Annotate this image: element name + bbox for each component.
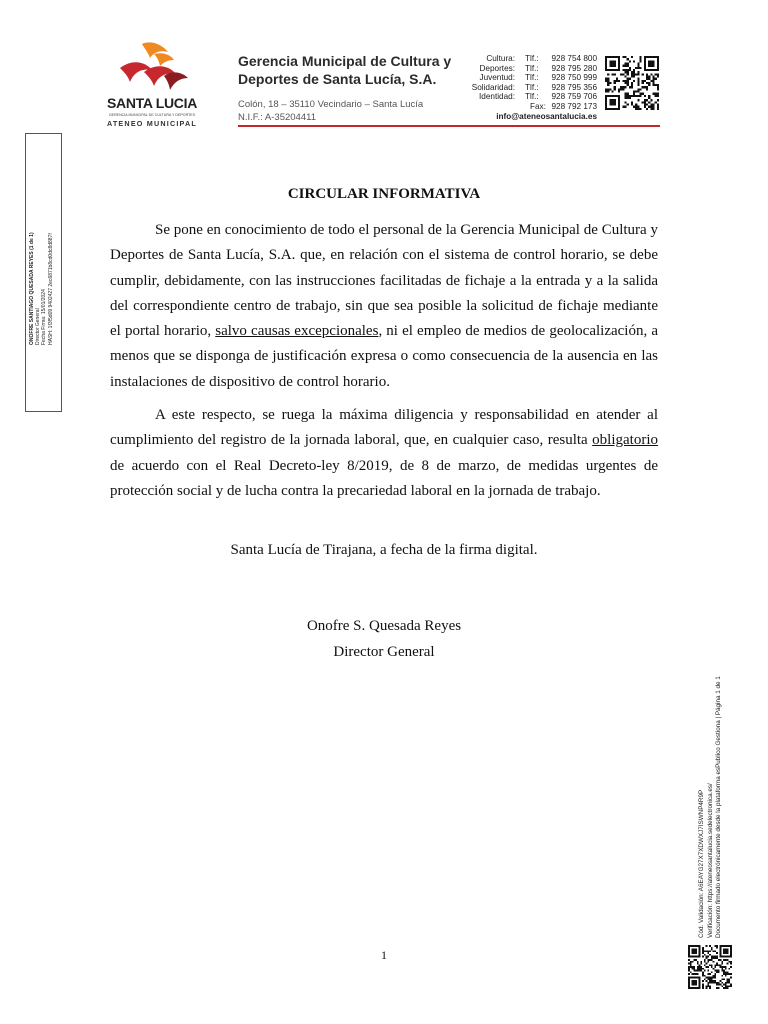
signature-date: Fecha Firma: 15/01/2024: [41, 289, 48, 345]
contact-row: [462, 83, 597, 93]
contact-type: Tlf.:: [525, 63, 539, 73]
document-title: CIRCULAR INFORMATIVA: [287, 186, 481, 202]
verification-url[interactable]: Verificación: https://ateneosantalucia.sedelectronica.es/: [706, 783, 714, 938]
logo-subtitle: GERENCIA MUNICIPAL DE CULTURA Y DEPORTES: [108, 113, 196, 117]
contact-label: Solidaridad:: [471, 82, 515, 92]
contact-type: Tlf.:: [525, 82, 539, 92]
logo-tagline: ATENEO MUNICIPAL: [106, 119, 197, 128]
verification-text: [698, 618, 724, 938]
contact-label: Juventud:: [479, 73, 515, 83]
verification-qr-code-icon: [688, 945, 732, 989]
paragraph-2-underlined: obligatorio: [592, 432, 658, 449]
contact-row: [462, 73, 597, 83]
contact-number: 928 759 706: [551, 92, 597, 102]
contact-label: Deportes:: [479, 63, 515, 73]
paragraph-1-text: Se pone en conocimiento de todo el personal de la Gerencia Municipal de Cultura y Deportes de Santa Lucía, S.A. que, en relación con el sistema de control horario, se debe cumplir, debidamente, con las instrucciones facilitadas de fichaje a la entrada y a la salida del correspondiente centro de trabajo, sin que sea posible la solicitud de fichaje mediante el portal horario,: [110, 222, 658, 340]
contact-number: 928 795 356: [551, 82, 597, 92]
contact-number: 928 795 280: [551, 63, 597, 73]
organization-block: [238, 52, 478, 124]
signature-signer: ONOFRE SANTIAGO QUESADA REYES (1 de 1): [29, 232, 35, 345]
paragraph-1-underlined: salvo causas excepcionales: [215, 323, 379, 340]
contact-row: [462, 102, 597, 112]
verification-platform: Documento firmado electrónicamente desde la plataforma esPublico Gestiona | Página 1 de 1: [715, 676, 722, 938]
organization-address: Colón, 18 – 35110 Vecindario – Santa Lucía: [238, 99, 424, 110]
contact-type: Tlf.:: [525, 73, 539, 83]
signer-name: Onofre S. Quesada Reyes: [306, 618, 462, 634]
contact-email-link[interactable]: info@ateneosantalucia.es: [496, 111, 597, 121]
paragraph-2: [110, 403, 658, 504]
signer-role: Director General: [333, 644, 435, 660]
contact-row: [462, 54, 597, 64]
contact-type: Fax:: [530, 101, 546, 111]
place-date: Santa Lucía de Tirajana, a fecha de la firma digital.: [230, 542, 538, 558]
verification-code: Cód. Validación: A6EAYG27X7XDWXJ7ISWNP4R9P: [698, 789, 705, 938]
birds-logo-icon: [114, 42, 190, 94]
contact-label: Cultura:: [486, 54, 515, 63]
qr-code-icon: [605, 56, 659, 110]
contact-type: Tlf.:: [525, 92, 539, 102]
page-number: 1: [381, 948, 387, 962]
contact-row: [462, 64, 597, 74]
contact-email-row: [462, 112, 597, 122]
contact-label: Identidad:: [479, 92, 515, 102]
contact-number: 928 750 999: [551, 73, 597, 83]
contact-list: [462, 54, 597, 121]
paragraph-1: [110, 218, 658, 395]
organization-name-line1: Gerencia Municipal de Cultura y: [238, 53, 452, 69]
paragraph-1-text-end: , ni el empleo de medios de geolocalización, a menos que se disponga de justificación expresa o como consecuencia de la ausencia en las instalaciones de dispositivo de control horario.: [110, 323, 658, 390]
logo-name: SANTA LUCIA: [106, 95, 198, 111]
contact-number: 928 754 800: [551, 54, 597, 63]
signature-role: Director General: [35, 308, 42, 345]
signature-box-text: [29, 205, 54, 345]
paragraph-2-text-end: de acuerdo con el Real Decreto-ley 8/2019, de 8 de marzo, de medidas urgentes de protección social y de lucha contra la precariedad laboral en la jornada de trabajo.: [110, 457, 658, 499]
contact-type: Tlf.:: [525, 54, 539, 63]
header-divider: [238, 125, 660, 127]
signature-hash: HASH: 1f3f5d09 9402427 2ec6871b8cd0dc8d887f: [47, 233, 54, 345]
contact-number: 928 792 173: [551, 101, 597, 111]
organization-nif: N.I.F.: A-35204411: [238, 112, 316, 123]
santa-lucia-logo: [106, 42, 198, 132]
paragraph-2-text: A este respecto, se ruega la máxima diligencia y responsabilidad en atender al cumplimiento del registro de la jornada laboral, que, en cualquier caso, resulta: [110, 407, 658, 449]
organization-name-line2: Deportes de Santa Lucía, S.A.: [238, 71, 437, 87]
contact-row: [462, 92, 597, 102]
